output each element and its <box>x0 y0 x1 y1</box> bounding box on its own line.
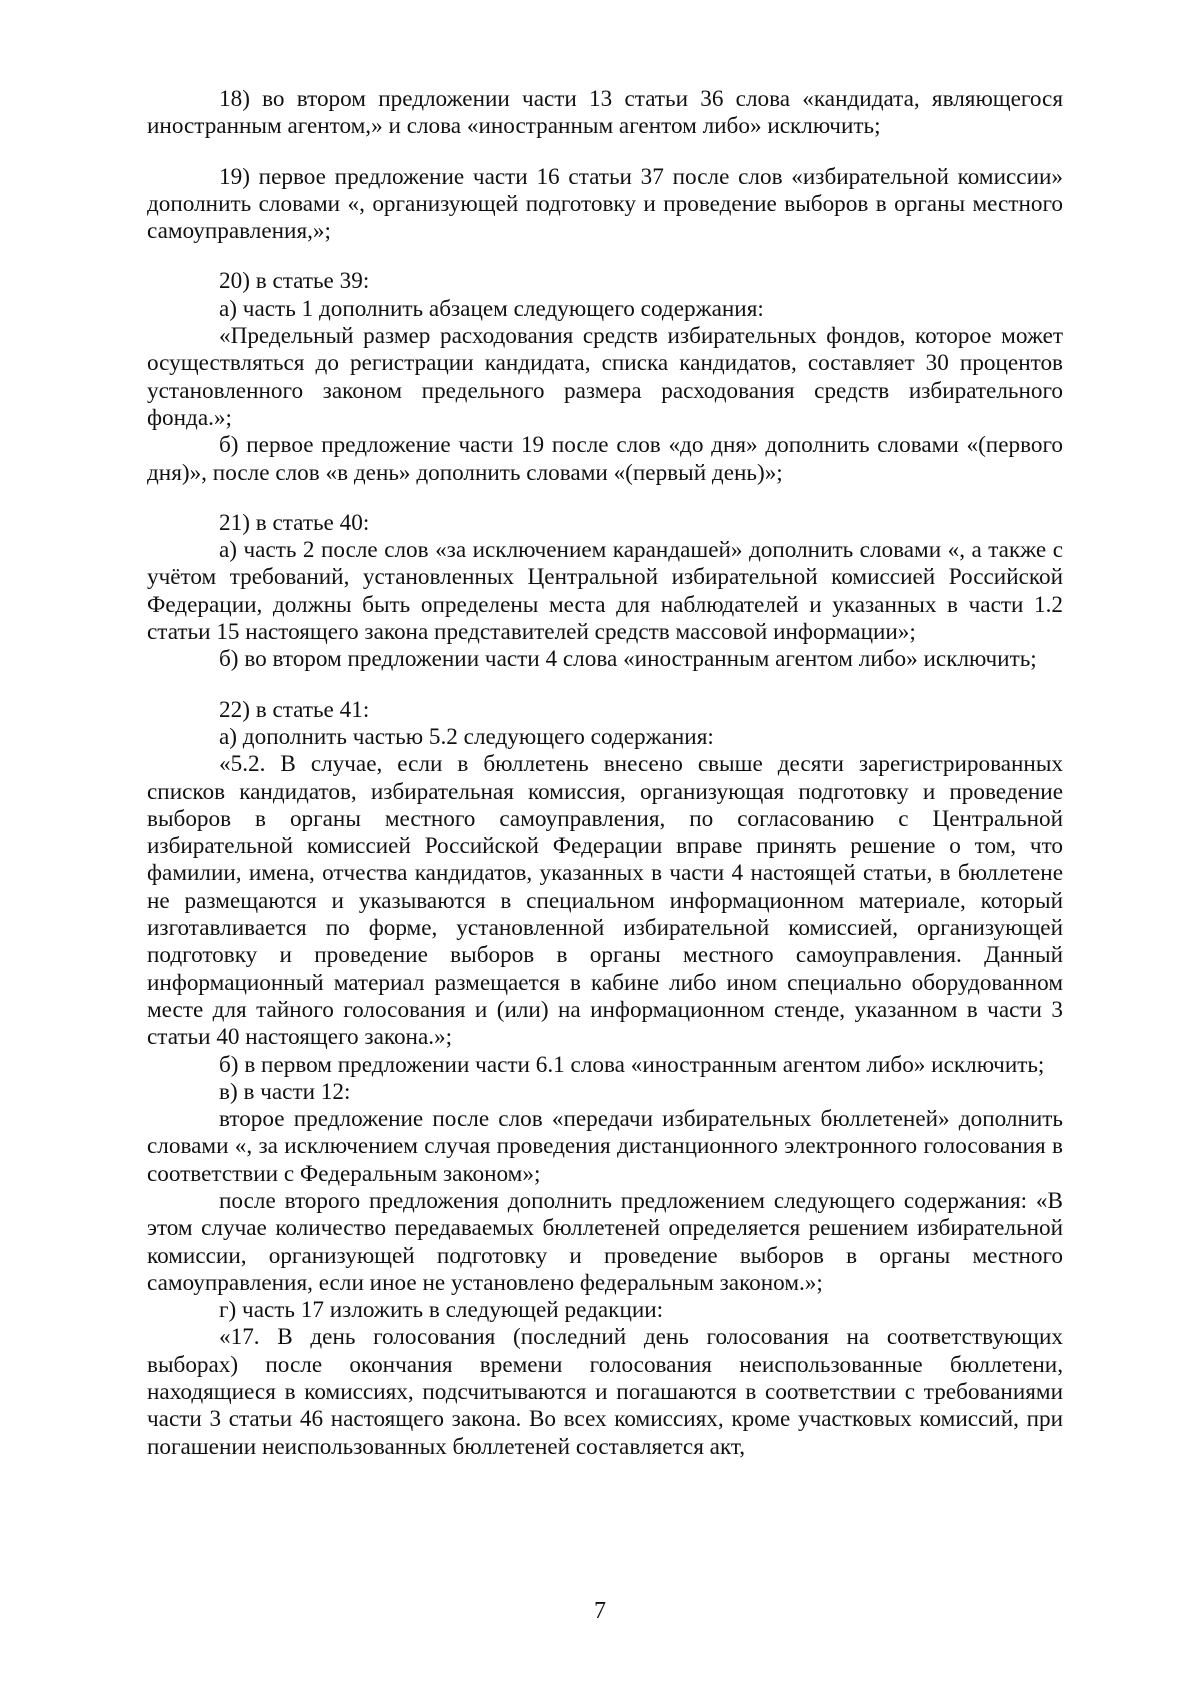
document-body <box>147 86 1063 1484</box>
paragraph: 21) в статье 40: <box>219 509 370 536</box>
paragraph: «Предельный размер расходования средств избирательных фондов, которое может осуществляться до регистрации кандидата, списка кандидатов, составляет 30 процентов установленного законом предельного размера расходования средств избирательного фонда.»; <box>147 323 1063 431</box>
item-19 <box>147 164 1063 246</box>
paragraph: «17. В день голосования (последний день голосования на соответствующих выборах) после окончания времени голосования неиспользованные бюллетени, находящиеся в комиссиях, подсчитываются и погашаются в соответствии с требованиями части 3 статьи 46 настоящего закона. Во всех комиссиях, кроме участковых комиссий, при погашении неиспользованных бюллетеней составляется акт, <box>147 1324 1063 1460</box>
paragraph: 20) в статье 39: <box>219 268 370 295</box>
paragraph: б) первое предложение части 19 после слов «до дня» дополнить словами «(первого дня)», после слов «в день» дополнить словами «(первый день)»; <box>147 432 1063 486</box>
paragraph: б) во втором предложении части 4 слова «иностранным агентом либо» исключить; <box>219 646 1037 673</box>
paragraph: 18) во втором предложении части 13 статьи 36 слова «кандидата, являющегося иностранным агентом,» и слова «иностранным агентом либо» исключить; <box>147 86 1063 140</box>
paragraph: а) часть 1 дополнить абзацем следующего содержания: <box>219 295 764 322</box>
paragraph: а) часть 2 после слов «за исключением карандашей» дополнить словами «, а также с учётом требований, установленных Центральной избирательной комиссией Российской Федерации, должны быть определены места для наблюдателей и указанных в части 1.2 статьи 15 настоящего закона представителей средств массовой информации»; <box>147 537 1063 646</box>
paragraph: в) в части 12: <box>219 1078 351 1105</box>
paragraph: 19) первое предложение части 16 статьи 37 после слов «избирательной комиссии» дополнить словами «, организующей подготовку и проведение выборов в органы местного самоуправления,»; <box>147 163 1063 245</box>
paragraph: «5.2. В случае, если в бюллетень внесено свыше десяти зарегистрированных списков кандидатов, избирательная комиссия, организующая подготовку и проведение выборов в органы местного самоуправления, по согласованию с Центральной избирательной комиссией Российской Федерации вправе принять решение о том, что фамилии, имена, отчества кандидатов, указанных в части 4 настоящей статьи, в бюллетене не размещаются и указываются в специальном информационном материале, который изготавливается по форме, установленной избирательной комиссией, организующей подготовку и проведение выборов в органы местного самоуправления. Данный информационный материал размещается в кабине либо ином специально оборудованном месте для тайного голосования и (или) на информационном стенде, указанном в части 3 статьи 40 настоящего закона.»; <box>147 751 1063 1051</box>
paragraph: 22) в статье 41: <box>219 696 370 723</box>
page-number: 7 <box>594 1598 606 1624</box>
paragraph: г) часть 17 изложить в следующей редакции: <box>219 1297 664 1324</box>
paragraph: после второго предложения дополнить предложением следующего содержания: «В этом случае количество передаваемых бюллетеней определяется решением избирательной комиссии, организующей подготовку и проведение выборов в органы местного самоуправления, если иное не установлено федеральным законом.»; <box>147 1187 1063 1296</box>
paragraph: второе предложение после слов «передачи избирательных бюллетеней» дополнить словами «, за исключением случая проведения дистанционного электронного голосования в соответствии с Федеральным законом»; <box>147 1106 1063 1187</box>
paragraph: а) дополнить частью 5.2 следующего содержания: <box>219 723 714 750</box>
item-22 <box>147 697 1063 1461</box>
item-18 <box>147 86 1063 141</box>
paragraph: б) в первом предложении части 6.1 слова «иностранным агентом либо» исключить; <box>219 1051 1045 1078</box>
item-20 <box>147 268 1063 486</box>
item-21 <box>147 510 1063 674</box>
